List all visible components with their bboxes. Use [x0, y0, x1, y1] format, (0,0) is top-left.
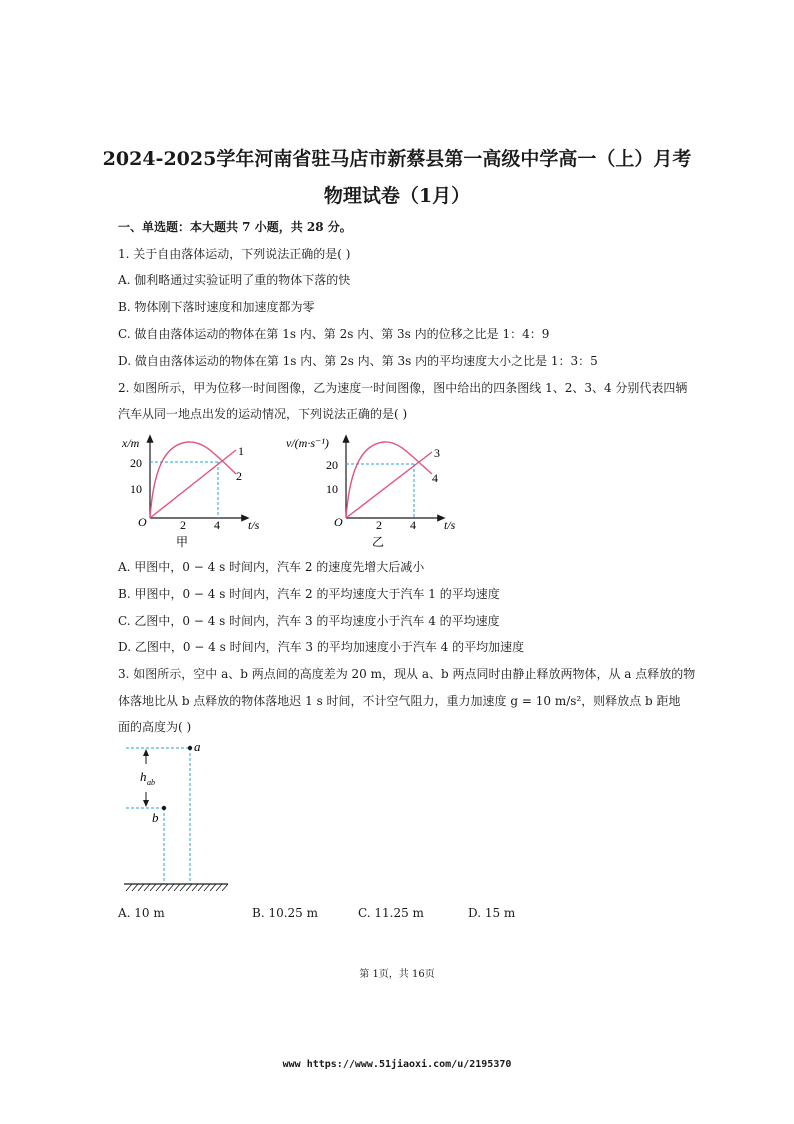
graph-yi: [284, 432, 464, 554]
q2-option-d: D. 乙图中，0 − 4 s 时间内，汽车 3 的平均加速度小于汽车 4 的平均加速度: [118, 640, 525, 654]
q3-option-d: D. 15 m: [468, 906, 516, 920]
yi-ylabel: v/(m·s⁻¹): [286, 436, 329, 450]
jia-ylabel: x/m: [122, 436, 140, 450]
q3-figure: [118, 738, 238, 896]
q2-stem-line1: 2. 如图所示，甲为位移一时间图像，乙为速度一时间图像，图中给出的四条图线 1、2、3、4 分别代表四辆: [118, 381, 688, 395]
jia-caption: 甲: [176, 535, 189, 549]
q3-label-h: h: [140, 769, 147, 784]
q3-option-c: C. 11.25 m: [358, 906, 424, 920]
yi-curve4-label: 4: [432, 471, 438, 485]
q3-stem-line1: 3. 如图所示，空中 a、b 两点间的高度差为 20 m，现从 a、b 两点同时由静止释放两物体，从 a 点释放的物: [118, 667, 696, 681]
jia-xlabel: t/s: [248, 518, 260, 532]
page-footer: 第 1页，共 16页: [359, 969, 435, 980]
q3-option-a: A. 10 m: [118, 906, 165, 920]
jia-ytick-20: 20: [130, 456, 142, 470]
jia-xtick-2: 2: [180, 518, 186, 532]
q3-ground-hatch: [126, 884, 228, 891]
jia-curve2-label: 2: [236, 469, 242, 483]
q2-option-c: C. 乙图中，0 − 4 s 时间内，汽车 3 的平均速度小于汽车 4 的平均速度: [118, 614, 500, 628]
q3-stem-line3: 面的高度为( ): [118, 720, 192, 734]
q3-label-h-sub: ab: [147, 778, 155, 787]
q3-point-a: [188, 746, 192, 750]
q2-option-a: A. 甲图中，0 − 4 s 时间内，汽车 2 的速度先增大后减小: [118, 560, 425, 574]
yi-curve3-label: 3: [434, 446, 440, 460]
yi-xtick-4: 4: [410, 518, 416, 532]
jia-curve-2: [150, 442, 236, 518]
jia-origin: O: [138, 515, 147, 529]
q3-stem-line2: 体落地比从 b 点释放的物体落地迟 1 s 时间，不计空气阻力，重力加速度 g = 10 m/s²，则释放点 b 距地: [118, 694, 681, 708]
yi-curve-3: [346, 442, 432, 518]
q1-stem: 1. 关于自由落体运动，下列说法正确的是( ): [118, 247, 351, 261]
jia-xtick-4: 4: [214, 518, 220, 532]
yi-ytick-10: 10: [326, 482, 338, 496]
q1-option-b: B. 物体刚下落时速度和加速度都为零: [118, 300, 315, 314]
q2-stem-line2: 汽车从同一地点出发的运动情况，下列说法正确的是( ): [118, 407, 408, 421]
jia-ytick-10: 10: [130, 482, 142, 496]
yi-caption: 乙: [372, 535, 385, 549]
section-header: 一、单选题：本大题共 7 小题，共 28 分。: [118, 220, 352, 234]
graph-jia: [118, 432, 278, 554]
q3-point-b: [162, 806, 166, 810]
jia-curve1-label: 1: [238, 444, 244, 458]
yi-origin: O: [334, 515, 343, 529]
q1-option-c: C. 做自由落体运动的物体在第 1s 内、第 2s 内、第 3s 内的位移之比是 1：4：9: [118, 327, 550, 341]
q1-option-a: A. 伽利略通过实验证明了重的物体下落的快: [118, 273, 351, 287]
yi-ytick-20: 20: [326, 458, 338, 472]
exam-title-line2: 物理试卷（1月）: [323, 185, 471, 207]
yi-xlabel: t/s: [444, 518, 456, 532]
exam-title-line1: 2024-2025学年河南省驻马店市新蔡县第一高级中学高一（上）月考: [102, 148, 692, 170]
yi-xtick-2: 2: [376, 518, 382, 532]
q3-label-b: b: [152, 810, 159, 825]
q3-option-b: B. 10.25 m: [252, 906, 318, 920]
q3-label-a: a: [194, 739, 201, 754]
watermark-url: www https://www.51jiaoxi.com/u/2195370: [282, 1059, 512, 1070]
q2-option-b: B. 甲图中，0 − 4 s 时间内，汽车 2 的平均速度大于汽车 1 的平均速度: [118, 587, 500, 601]
q1-option-d: D. 做自由落体运动的物体在第 1s 内、第 2s 内、第 3s 内的平均速度大小之比是 1：3：5: [118, 354, 598, 368]
